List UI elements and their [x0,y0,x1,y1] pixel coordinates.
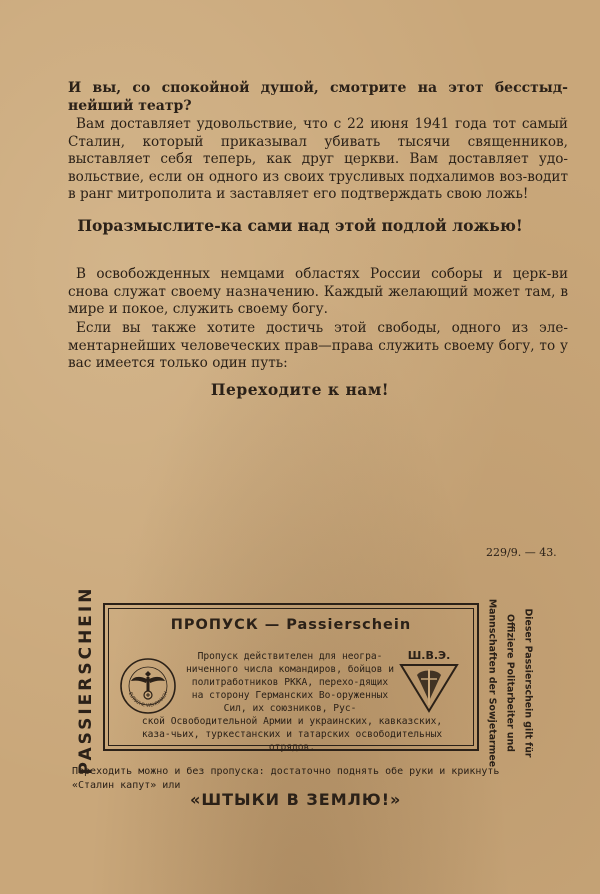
pass-box [103,603,479,751]
paragraph-3: Если вы также хотите достичь этой свободы, одного из эле-ментарнейших человеческих прав—права служить своему богу, то у вас имеется только один путь: [68,320,568,372]
intro-question: И вы, со спокойной душой, смотрите на этот бесстыд-нейший театр? [68,80,568,114]
bottom-note: Переходить можно и без пропуска: достаточно поднять обе руки и крикнуть «Сталин капут» или [72,766,500,791]
side-label-right-line-2: Offiziere Politarbeiter und [504,614,516,752]
emblem-text: Ш.В.Э. [407,649,451,662]
seal-text: EUTSCHE WEHRMACH [127,691,170,709]
paragraph-2: В освобожденных немцами областях России соборы и церк-ви снова служат своему назначению. Каждый желающий может там, в мире и покое, служить своему богу. [68,266,568,318]
side-label-left-text: PASSIERSCHEIN [76,585,96,775]
pass-body-bottom: ской Освободительной Армии и украинских, кавказских, каза-чьих, туркестанских и татарских освободительных отрядов. [141,716,443,753]
bottom-slogan: «ШТЫКИ В ЗЕМЛЮ!» [190,790,402,809]
leaflet-code: 229/9. — 43. [486,546,557,559]
side-label-right [480,598,538,768]
eagle-seal-icon [119,657,177,715]
svg-text:DEUTSCHE WEHRMACHT [119,657,169,709]
pass-title: ПРОПУСК — Passierschein [170,617,412,633]
section-heading: Поразмыслите-ка сами над этой подлой ложью! [77,216,523,235]
side-label-left [66,585,106,775]
side-label-right-line-1: Dieser Passierschein gilt für [522,608,534,758]
call-to-action: Переходите к нам! [210,380,390,399]
side-label-right-line-3: Mannschaften der Sowjetarmee [486,598,498,768]
paragraph-1: Вам доставляет удовольствие, что с 22 июня 1941 года тот самый Сталин, который приказывал убивать тысячи священников, выставляет себя теперь, как друг церкви. Вам доставляет удо-вольствие, если он одного из своих трусливых подхалимов воз-водит в ранг митрополита и заставляет его подтверждать свою ложь! [68,116,568,203]
pass-body-top: Пропуск действителен для неогра-ниченного числа командиров, бойцов и политработников РККА, перехо-дящих на сторону Германских Во-оруженных Сил, их союзников, Рус- [186,651,394,714]
shield-emblem-icon [391,639,467,715]
